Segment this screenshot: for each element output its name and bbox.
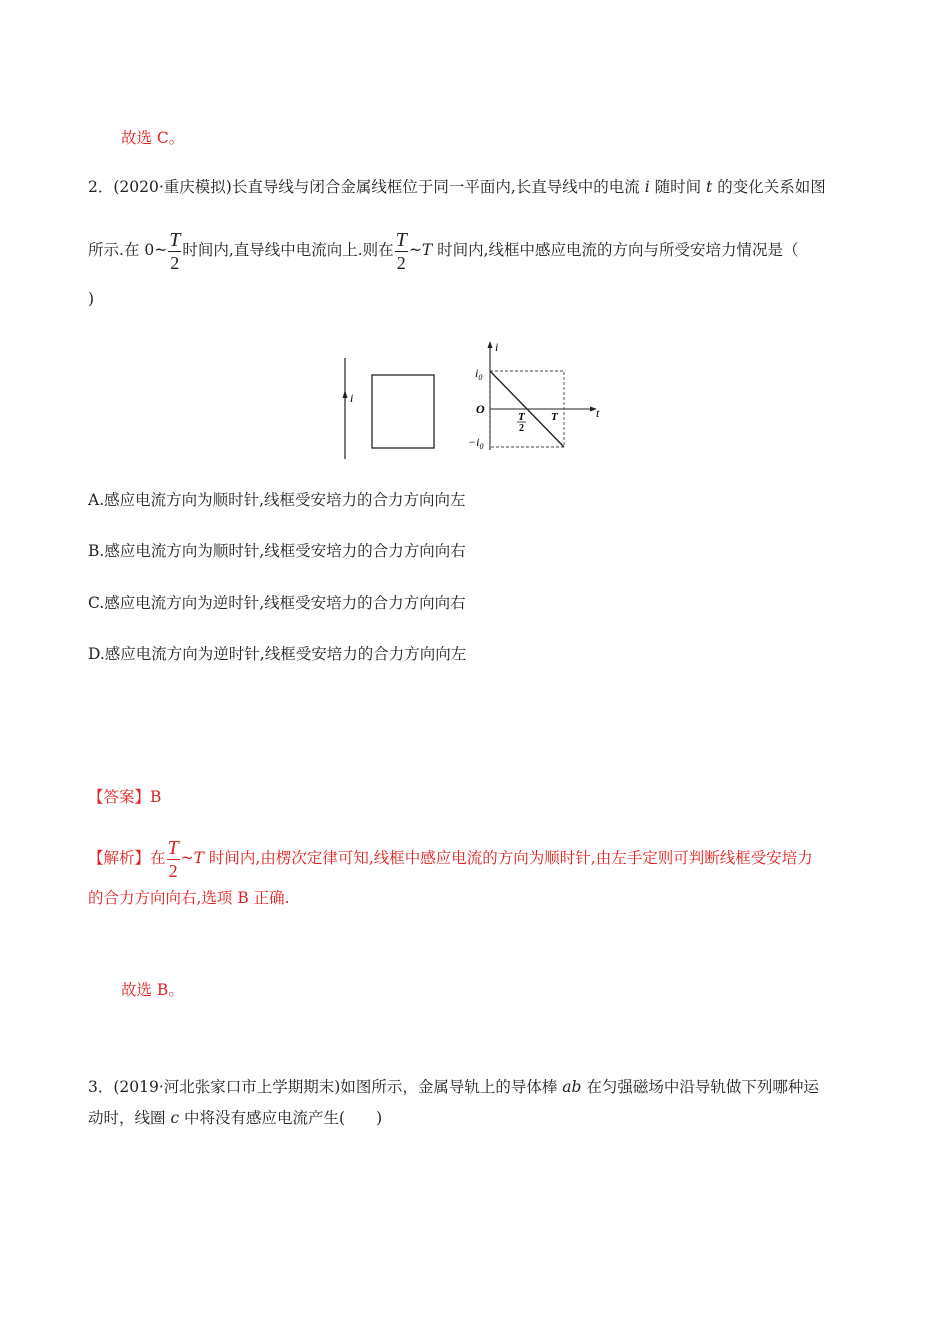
fraction-numerator: T [169,228,181,251]
question-2-line-2 [88,226,799,274]
question-2-figure [335,338,615,468]
fraction-numerator: T [395,228,407,251]
fraction-numerator: T [167,836,179,859]
fraction-t-over-2 [168,229,181,274]
option-b[interactable]: B.感应电流方向为顺时针,线框受安培力的合力方向向右 [88,542,466,560]
question-text: 中将没有感应电流产生( ) [179,1109,383,1127]
question-text: 随时间 [649,178,707,196]
variable-ab: ab [562,1078,582,1096]
question-2-line-1 [88,177,826,197]
analysis-line-2: 的合力方向向右,选项 B 正确. [88,889,290,907]
neg-i0-label [468,435,483,451]
analysis-label: 【解析】 [88,849,151,867]
variable-t: t [706,178,713,196]
variable-T: T [421,241,433,259]
question-number: 2． [88,178,114,196]
question-text: 长直导线与闭合金属线框位于同一平面内,长直导线中的电流 [231,178,645,196]
question-text: 动时，线圈 [88,1109,171,1127]
question-2-conclusion: 故选 B。 [121,981,184,999]
t-label: T [551,411,558,423]
question-text: (2019·河北张家口市上学期期末)如图所示，金属导轨上的导体棒 [113,1078,563,1096]
fraction-denominator: 2 [396,252,406,273]
question-text: 时间内,直导线中电流向上.则在 [182,241,394,259]
current-time-graph [488,341,598,450]
origin-label: O [476,402,485,416]
fraction-t-over-2 [395,229,408,274]
option-d[interactable]: D.感应电流方向为逆时针,线框受安培力的合力方向向左 [88,645,467,663]
axis-i-label: i [495,340,499,354]
question-text: ~ [408,241,422,259]
t-half-denominator: 2 [519,423,524,434]
variable-c: c [170,1109,180,1127]
fraction-denominator: 2 [168,860,178,881]
option-a[interactable]: A.感应电流方向为顺时针,线框受安培力的合力方向向左 [88,491,466,509]
analysis-text: ~ [180,849,194,867]
axis-t-label: t [596,406,600,420]
neg-i0-subscript: 0 [479,442,484,451]
answer-label: 【答案】 [88,788,151,806]
analysis-line-1 [88,834,813,882]
straight-wire [343,358,348,459]
question-number: 3． [88,1078,114,1096]
question-text: 的变化关系如图 [712,178,826,196]
analysis-text: 时间内,由楞次定律可知,线框中感应电流的方向为顺时针,由左手定则可判断线框受安培力 [204,849,813,867]
answer-value: B [150,788,162,806]
fraction-denominator: 2 [170,252,180,273]
option-c[interactable]: C.感应电流方向为逆时针,线框受安培力的合力方向向右 [88,594,466,612]
metal-frame [372,375,434,448]
t-half-numerator: T [518,411,525,423]
previous-conclusion: 故选 C。 [121,129,185,147]
question-3-line-2 [88,1108,382,1128]
question-text: 时间内,线框中感应电流的方向与所受安培力情况是（ [432,241,799,259]
i0-symbol: i [475,366,479,380]
question-text: 在匀强磁场中沿导轨做下列哪种运 [581,1078,819,1096]
wire-current-label: i [350,391,354,405]
fraction-t-over-2 [167,837,180,882]
analysis-text: 在 [150,849,166,867]
question-source: (2020·重庆模拟) [113,178,232,196]
i0-label [475,366,482,382]
variable-i: i [644,178,650,196]
question-2-line-3: ) [88,290,95,308]
i0-subscript: 0 [478,373,483,382]
question-3-line-1 [88,1077,819,1097]
variable-T: T [193,849,204,867]
question-text: 所示.在 0~ [88,241,168,259]
answer [88,787,161,807]
neg-i0-symbol: −i [468,435,480,449]
